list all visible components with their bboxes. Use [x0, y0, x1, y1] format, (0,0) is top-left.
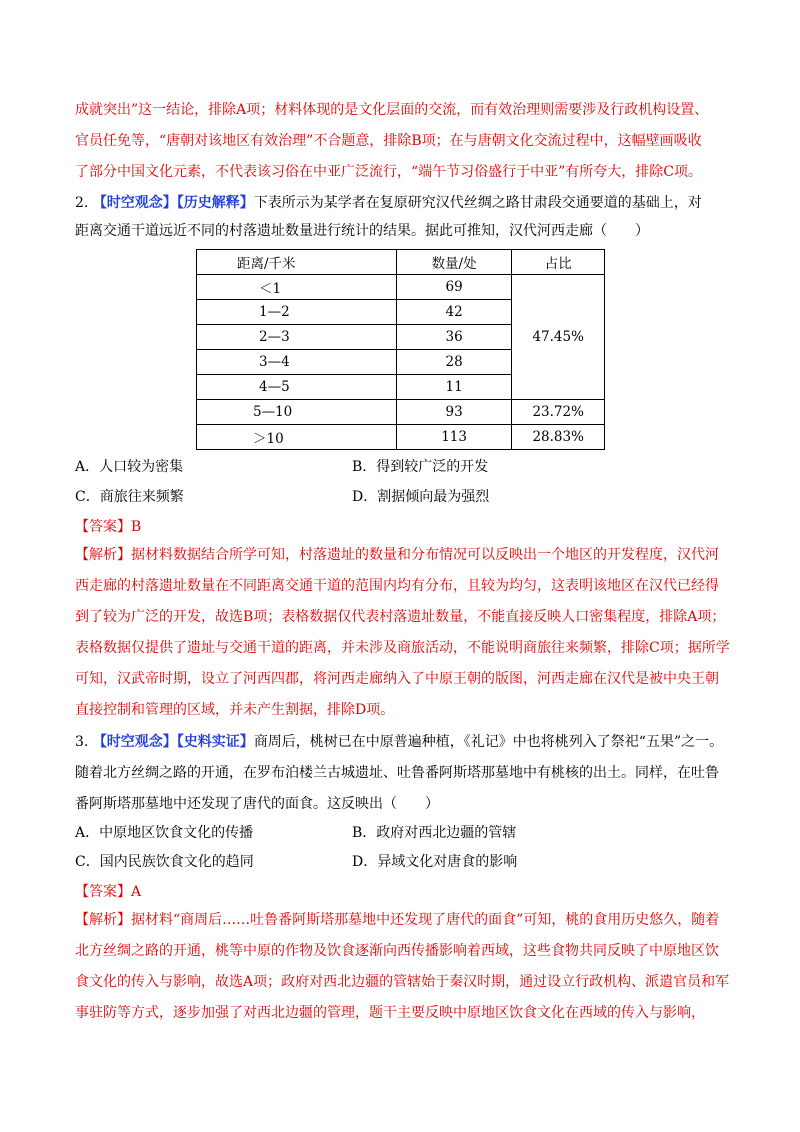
prev-analysis-line-1: 成就突出”这一结论，排除A项；材料体现的是文化层面的交流，而有效治理则需要涉及行政机构设置、 [75, 102, 709, 118]
option-b[interactable]: B．得到较广泛的开发 [352, 459, 489, 475]
option-b[interactable]: B．政府对西北边疆的管辖 [352, 825, 517, 841]
table-cell-count: 11 [396, 375, 512, 400]
table-cell-share: 28.83% [512, 425, 605, 450]
prev-analysis-line-3: 了部分中国文化元素，不代表该习俗在中亚广泛流行，“端午节习俗盛行于中亚”有所夸大，排除C项。 [75, 164, 703, 180]
option-d[interactable]: D．割据倾向最为强烈 [352, 489, 490, 505]
option-a[interactable]: A．人口较为密集 [75, 459, 184, 475]
table-cell-distance: 3—4 [197, 350, 397, 375]
answer-label: 【答案】B [75, 519, 142, 535]
option-a[interactable]: A．中原地区饮食文化的传播 [75, 825, 254, 841]
prev-analysis-line-2: 官员任免等，“唐朝对该地区有效治理”不合题意，排除B项；在与唐朝文化交流过程中，这幅壁画吸收 [75, 133, 702, 149]
question-2-stem-line-2: 距离交通干道远近不同的村落遗址数量进行统计的结果。据此可推知，汉代河西走廊（ ） [75, 223, 649, 239]
table-cell-count: 28 [396, 350, 512, 375]
analysis-paragraph: 【解析】据材料“商周后……吐鲁番阿斯塔那墓地中还发现了唐代的面食”可知，桃的食用历史悠久，随着北方丝绸之路的开通，桃等中原的作物及饮食逐渐向西传播影响着西域，这些食物共同反映了中原地区饮食文化的传入与影响，故选A项；政府对西北边疆的管辖始于秦汉时期，通过设立行政机构、派遣官员和军事驻防等方式，逐步加强了对西北边疆的管理，题干主要反映中原地区饮食文化在西域的传入与影响， [75, 912, 730, 1021]
tag-spacetime: 【时空观念】 [92, 734, 177, 750]
table-cell-count: 113 [396, 425, 512, 450]
tag-history-explain: 【历史解释】 [176, 195, 254, 211]
question-stem: 商周后，桃树已在中原普遍种植，《礼记》中也将桃列入了祭祀“五果”之一。随着北方丝绸之路的开通，在罗布泊楼兰古城遗址、吐鲁番阿斯塔那墓地中有桃核的出土。同样，在吐鲁番阿斯塔那墓地中还发现了唐代的面食。这反映出（ ） [75, 734, 724, 812]
table-header: 距离/千米 [197, 250, 397, 275]
table-cell-distance: ＜1 [197, 275, 397, 300]
table-cell-share: 23.72% [512, 400, 605, 425]
analysis-paragraph: 【解析】据材料数据结合所学可知，村落遗址的数量和分布情况可以反映出一个地区的开发程度，汉代河西走廊的村落遗址数量在不同距离交通干道的范围内均有分布，且较为均匀，这表明该地区在汉代已经得到了较为广泛的开发，故选B项；表格数据仅代表村落遗址数量，不能直接反映人口密集程度，排除A项；表格数据仅提供了遗址与交通干道的距离，并未涉及商旅活动，不能说明商旅往来频繁，排除C项；据所学可知，汉武帝时期，设立了河西四郡，将河西走廊纳入了中原王朝的版图，河西走廊在汉代是被中央王朝直接控制和管理的区域，并未产生割据，排除D项。 [75, 547, 730, 718]
table-cell-count: 36 [396, 325, 512, 350]
answer-label: 【答案】A [75, 884, 142, 900]
option-d[interactable]: D．异域文化对唐食的影响 [352, 854, 518, 870]
question-number: 2. [75, 195, 89, 211]
table-cell-distance: ＞10 [197, 425, 397, 450]
village-sites-table [196, 249, 605, 450]
table-cell-distance: 5—10 [197, 400, 397, 425]
table-cell-distance: 1—2 [197, 300, 397, 325]
table-row [197, 275, 605, 300]
table-cell-distance: 4—5 [197, 375, 397, 400]
table-row [197, 400, 605, 425]
option-c[interactable]: C．商旅往来频繁 [75, 489, 184, 505]
option-c[interactable]: C．国内民族饮食文化的趋同 [75, 854, 254, 870]
table-header: 数量/处 [396, 250, 512, 275]
question-2-stem-line-1 [75, 193, 702, 213]
table-cell-distance: 2—3 [197, 325, 397, 350]
table-header-row [197, 250, 605, 275]
table-cell-count: 69 [396, 275, 512, 300]
table-cell-count: 42 [396, 300, 512, 325]
table-header: 占比 [512, 250, 605, 275]
question-3-stem [75, 727, 730, 820]
table-cell-count: 93 [396, 400, 512, 425]
question-number: 3. [75, 734, 89, 750]
table-row [197, 425, 605, 450]
tag-evidence: 【史料实证】 [176, 734, 254, 750]
tag-spacetime: 【时空观念】 [92, 195, 177, 211]
table-cell-share-merged: 47.45% [512, 275, 605, 400]
question-stem: 下表所示为某学者在复原研究汉代丝绸之路甘肃段交通要道的基础上，对 [253, 195, 702, 211]
